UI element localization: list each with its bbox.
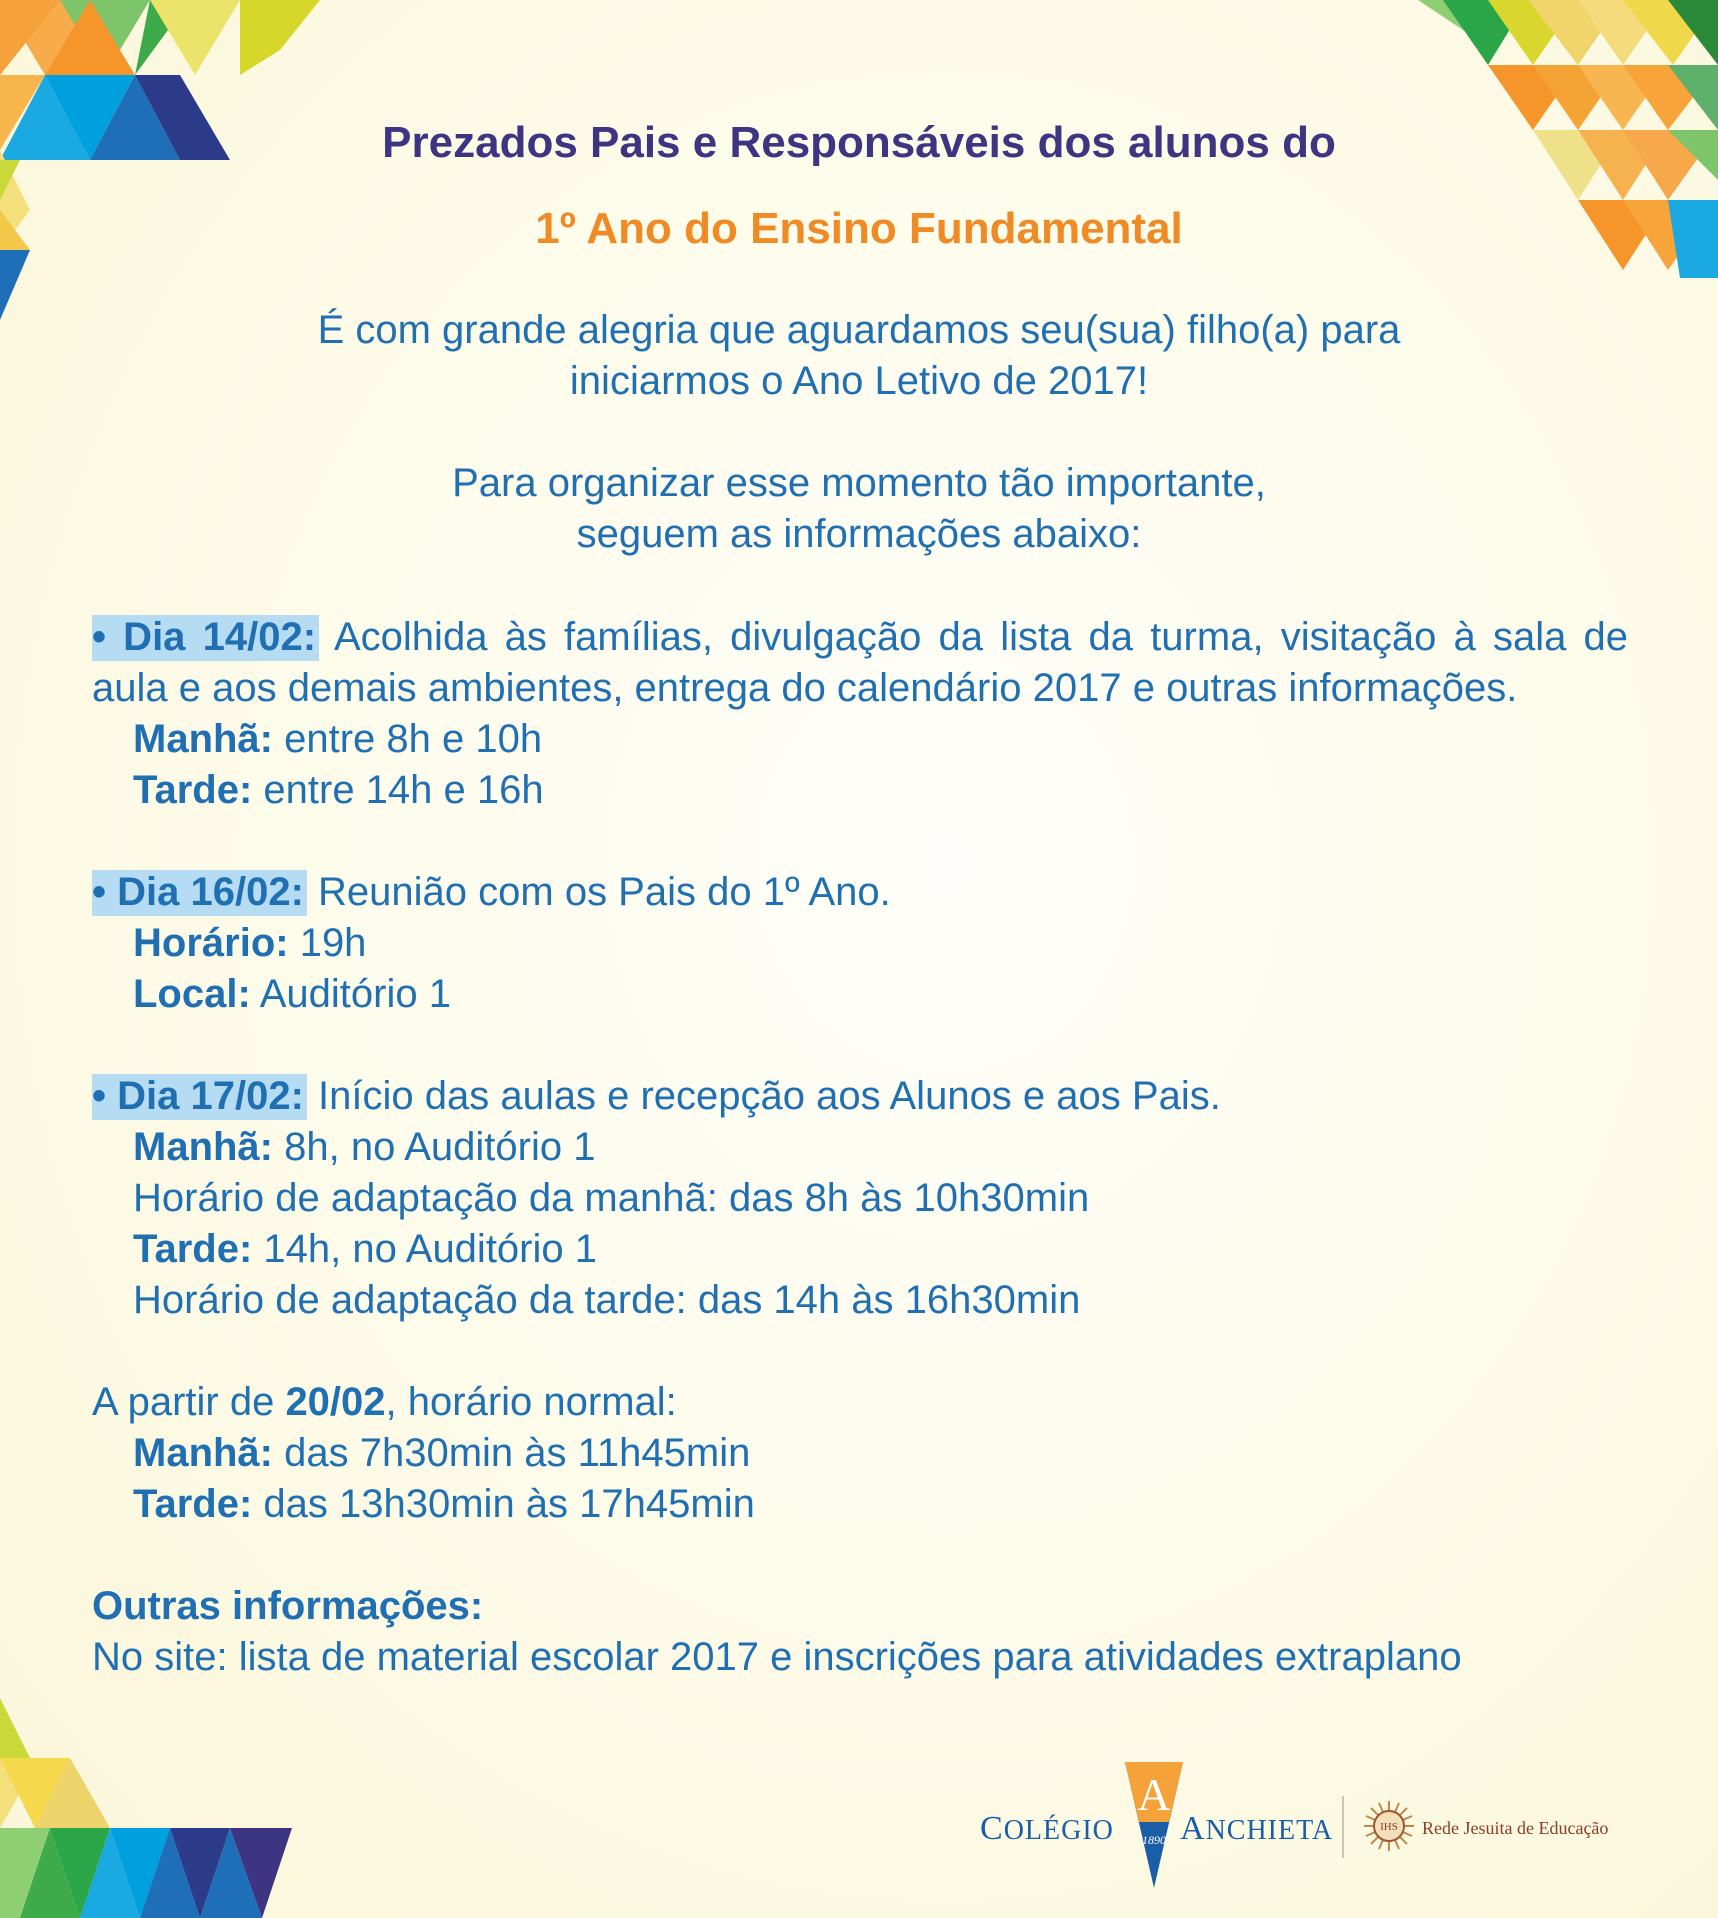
day3-morning-label: Manhã: <box>133 1125 273 1169</box>
jesuit-seal-icon <box>1363 1800 1415 1852</box>
seal-text: IHS <box>1380 1821 1398 1833</box>
day2-place-label: Local: <box>133 972 251 1016</box>
day1-text: Acolhida às famílias, divulgação da lista da turma, visitação à sala de aula e aos demais ambientes, entrega do calendário 2017 e outras informações. <box>92 615 1628 710</box>
day1-morning-value: entre 8h e 10h <box>273 717 543 761</box>
day2-description <box>92 867 1628 918</box>
normal-morning-label: Manhã: <box>133 1431 273 1475</box>
normal-schedule-intro <box>92 1377 1628 1428</box>
day3-morning-value: 8h, no Auditório 1 <box>273 1125 596 1169</box>
day1-afternoon-label: Tarde: <box>133 768 253 812</box>
logo-year: 1890 <box>1142 1833 1166 1847</box>
normal-date: 20/02 <box>285 1380 386 1424</box>
header-title: Prezados Pais e Responsáveis dos alunos do <box>382 118 1336 167</box>
day1-morning <box>92 714 1628 765</box>
day1-morning-label: Manhã: <box>133 717 273 761</box>
day2-text: Reunião com os Pais do 1º Ano. <box>306 870 891 914</box>
normal-afternoon-label: Tarde: <box>133 1482 253 1526</box>
day2-place-value: Auditório 1 <box>250 972 451 1016</box>
day3-morning-adaptation: Horário de adaptação da manhã: das 8h às 10h30min <box>133 1176 1090 1220</box>
intro-line: Para organizar esse momento tão importante, <box>452 461 1266 505</box>
day2-time-value: 19h <box>288 921 367 965</box>
day1-afternoon <box>92 765 1628 816</box>
schedule-content <box>92 612 1628 1683</box>
day3-description <box>92 1071 1628 1122</box>
day1-date-badge: • Dia 14/02: <box>92 615 319 661</box>
normal-morning-value: das 7h30min às 11h45min <box>273 1431 751 1475</box>
jesuit-network-text: Rede Jesuita de Educação <box>1422 1818 1609 1838</box>
logo-anchieta-rest: NCHIETA <box>1205 1815 1334 1846</box>
normal-morning <box>92 1428 1628 1479</box>
day3-afternoon-adaptation: Horário de adaptação da tarde: das 14h às 16h30min <box>133 1278 1081 1322</box>
logo-anchieta-initial: A <box>1180 1810 1206 1847</box>
footer-logos <box>970 1762 1650 1892</box>
day3-afternoon-value: 14h, no Auditório 1 <box>252 1227 597 1271</box>
other-info-text: No site: lista de material escolar 2017 e inscrições para atividades extraplano <box>92 1635 1462 1679</box>
day2-time <box>92 918 1628 969</box>
intro-line: seguem as informações abaixo: <box>576 512 1142 556</box>
normal-afternoon-value: das 13h30min às 17h45min <box>252 1482 755 1526</box>
svg-text:A: A <box>1137 1769 1171 1820</box>
normal-suffix: , horário normal: <box>385 1380 677 1424</box>
logo-colegio-rest: OLÉGIO <box>1003 1815 1114 1846</box>
day1-afternoon-value: entre 14h e 16h <box>252 768 544 812</box>
day2-place <box>92 969 1628 1020</box>
day2-time-label: Horário: <box>133 921 289 965</box>
normal-afternoon <box>92 1479 1628 1530</box>
day2-date-badge: • Dia 16/02: <box>92 870 307 916</box>
day3-date-badge: • Dia 17/02: <box>92 1074 307 1120</box>
intro-text <box>0 305 1718 560</box>
normal-prefix: A partir de <box>92 1380 286 1424</box>
header-subtitle: 1º Ano do Ensino Fundamental <box>535 204 1183 253</box>
logo-anchieta-text <box>1180 1810 1333 1848</box>
logo-colegio-initial: C <box>980 1810 1004 1847</box>
intro-line: É com grande alegria que aguardamos seu(sua) filho(a) para <box>317 308 1401 352</box>
day3-text: Início das aulas e recepção aos Alunos e aos Pais. <box>306 1074 1221 1118</box>
day3-afternoon <box>92 1224 1628 1275</box>
day3-morning <box>92 1122 1628 1173</box>
day3-afternoon-label: Tarde: <box>133 1227 253 1271</box>
other-info-title <box>92 1581 1628 1632</box>
bottom-left-triangle-decoration <box>0 1698 300 1918</box>
day1-description <box>92 612 1628 714</box>
colegio-anchieta-emblem-icon <box>1125 1762 1183 1888</box>
other-info-heading: Outras informações: <box>92 1584 484 1628</box>
logo-colegio-text <box>980 1810 1114 1848</box>
intro-line: iniciarmos o Ano Letivo de 2017! <box>569 359 1149 403</box>
footer-divider <box>1342 1796 1344 1858</box>
